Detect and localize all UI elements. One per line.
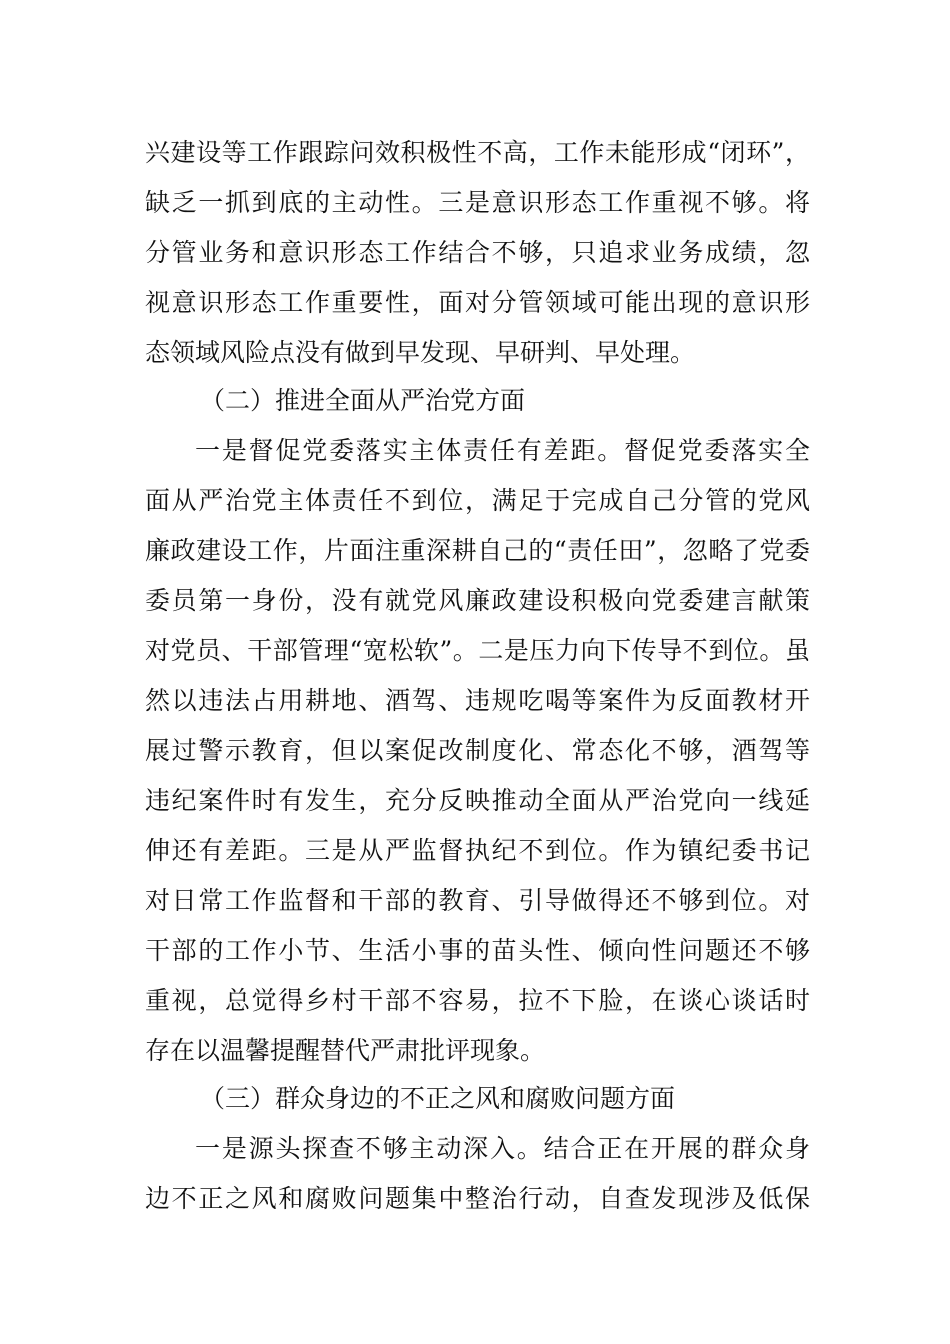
body-text-line: 对党员、干部管理“宽松软”。二是压力向下传导不到位。虽 xyxy=(145,636,810,665)
body-text-line: 态领域风险点没有做到早发现、早研判、早处理。 xyxy=(145,338,696,367)
body-text-line: 干部的工作小节、生活小事的苗头性、倾向性问题还不够 xyxy=(145,936,810,965)
body-text-line: 违纪案件时有发生，充分反映推动全面从严治党向一线延 xyxy=(145,786,810,815)
body-text-line: 面从严治党主体责任不到位，满足于完成自己分管的党风 xyxy=(145,486,810,515)
body-text-line: 分管业务和意识形态工作结合不够，只追求业务成绩，忽 xyxy=(145,238,810,267)
body-text-line: 对日常工作监督和干部的教育、引导做得还不够到位。对 xyxy=(145,886,810,915)
body-text-line: 兴建设等工作跟踪问效积极性不高，工作未能形成“闭环”， xyxy=(145,138,810,167)
body-text-line: 展过警示教育，但以案促改制度化、常态化不够，酒驾等 xyxy=(145,736,810,765)
body-text-line: 廉政建设工作，片面注重深耕自己的“责任田”，忽略了党委 xyxy=(145,536,810,565)
section-heading-3: （三）群众身边的不正之风和腐败问题方面 xyxy=(200,1084,676,1113)
body-text-line: 伸还有差距。三是从严监督执纪不到位。作为镇纪委书记 xyxy=(145,836,810,865)
section-heading-2: （二）推进全面从严治党方面 xyxy=(200,386,526,415)
body-text-line: 存在以温馨提醒替代严肃批评现象。 xyxy=(145,1036,546,1065)
body-text-line: 委员第一身份，没有就党风廉政建设积极向党委建言献策 xyxy=(145,586,810,615)
body-text-line: 缺乏一抓到底的主动性。三是意识形态工作重视不够。将 xyxy=(145,188,810,217)
body-text-line: 然以违法占用耕地、酒驾、违规吃喝等案件为反面教材开 xyxy=(145,686,810,715)
paragraph-first-line: 一是督促党委落实主体责任有差距。督促党委落实全 xyxy=(195,436,810,465)
body-text-line: 边不正之风和腐败问题集中整治行动，自查发现涉及低保 xyxy=(145,1184,810,1213)
body-text-line: 视意识形态工作重要性，面对分管领域可能出现的意识形 xyxy=(145,288,810,317)
body-text-line: 重视，总觉得乡村干部不容易，拉不下脸，在谈心谈话时 xyxy=(145,986,810,1015)
paragraph-first-line: 一是源头探查不够主动深入。结合正在开展的群众身 xyxy=(195,1134,810,1163)
